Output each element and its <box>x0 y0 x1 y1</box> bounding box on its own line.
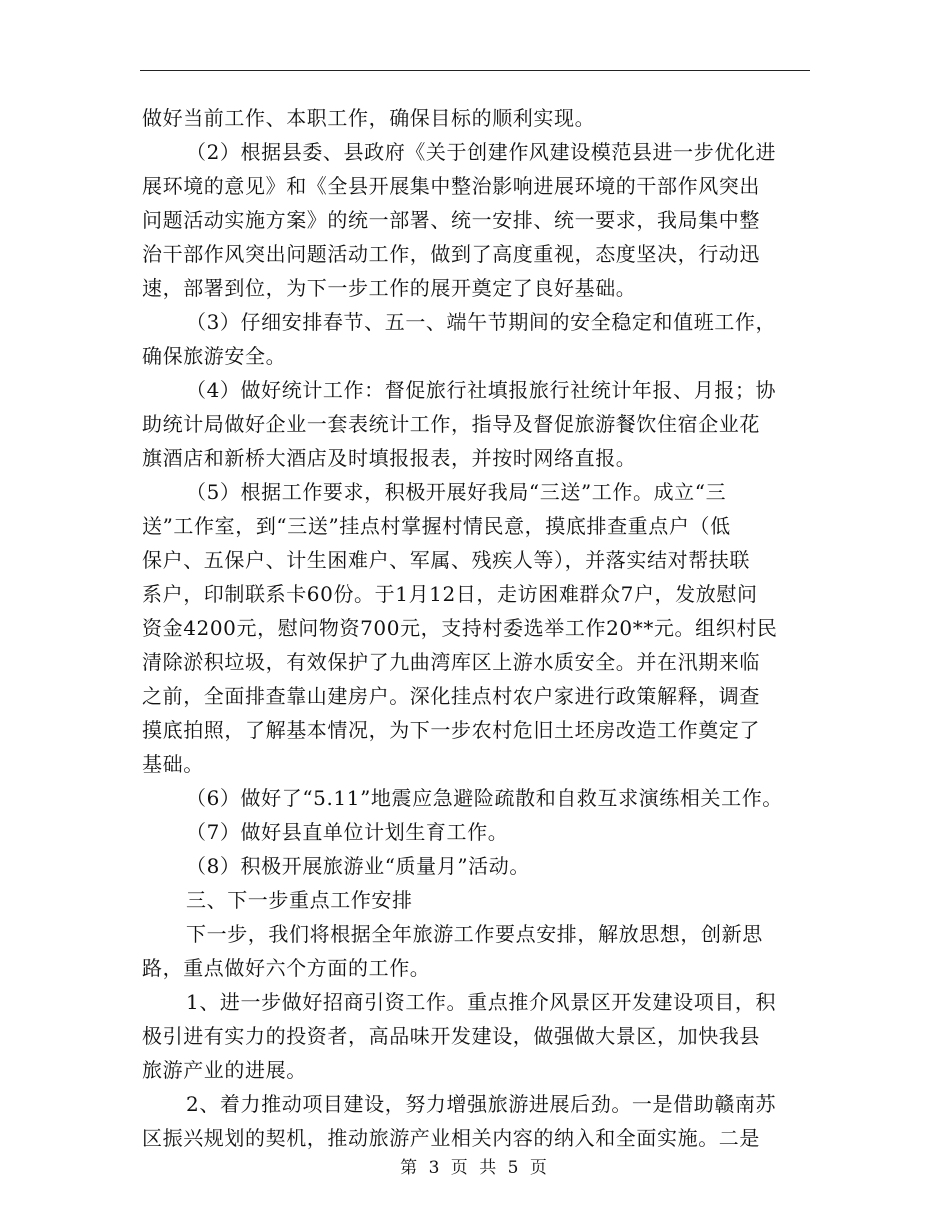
document-text-line: 极引进有实力的投资者，高品味开发建设，做强做大景区，加快我县 <box>142 1024 760 1048</box>
document-text-line: 保户、五保户、计生困难户、军属、残疾人等），并落实结对帮扶联 <box>142 548 750 572</box>
document-text-line: 下一步，我们将根据全年旅游工作要点安排，解放思想，创新思 <box>186 922 763 946</box>
document-text-line: 送”工作室，到“三送”挂点村掌握村情民意，摸底排查重点户（低 <box>142 514 731 538</box>
document-text-line: （3）仔细安排春节、五一、端午节期间的安全稳定和值班工作， <box>186 310 777 334</box>
header-rule <box>140 70 810 71</box>
document-text-line: 治干部作风突出问题活动工作，做到了高度重视，态度坚决，行动迅 <box>142 242 760 266</box>
document-text-line: 旅游产业的进展。 <box>142 1058 307 1082</box>
document-text-line: （4）做好统计工作：督促旅行社填报旅行社统计年报、月报；协 <box>186 378 777 402</box>
document-text-line: 旗酒店和新桥大酒店及时填报报表，并按时网络直报。 <box>142 446 637 470</box>
document-text-line: 摸底拍照，了解基本情况，为下一步农村危旧土坯房改造工作奠定了 <box>142 718 760 742</box>
document-text-line: 1、进一步做好招商引资工作。重点推介风景区开发建设项目，积 <box>186 990 777 1014</box>
document-text-line: 基础。 <box>142 752 204 776</box>
document-text-line: （5）根据工作要求，积极开展好我局“三送”工作。成立“三 <box>186 480 727 504</box>
document-text-line: （2）根据县委、县政府《关于创建作风建设模范县进一步优化进 <box>186 140 777 164</box>
document-text-line: （8）积极开展旅游业“质量月”活动。 <box>186 854 530 878</box>
document-text-line: 问题活动实施方案》的统一部署、统一安排、统一要求，我局集中整 <box>142 208 760 232</box>
document-text-line: 三、下一步重点工作安排 <box>186 888 413 912</box>
document-text-line: 路，重点做好六个方面的工作。 <box>142 956 431 980</box>
document-text-line: （7）做好县直单位计划生育工作。 <box>186 820 509 844</box>
document-text-line: 系户，印制联系卡60份。于1月12日，走访困难群众7户，发放慰问 <box>142 582 758 606</box>
document-text-line: 资金4200元，慰问物资700元，支持村委选举工作20**元。组织村民 <box>142 616 778 640</box>
document-text-line: 助统计局做好企业一套表统计工作，指导及督促旅游餐饮住宿企业花 <box>142 412 760 436</box>
document-text-line: 区振兴规划的契机，推动旅游产业相关内容的纳入和全面实施。二是 <box>142 1126 760 1150</box>
document-text-line: 清除淤积垃圾，有效保护了九曲湾库区上游水质安全。并在汛期来临 <box>142 650 760 674</box>
document-text-line: 做好当前工作、本职工作，确保目标的顺利实现。 <box>142 106 596 130</box>
document-text-line: 2、着力推动项目建设，努力增强旅游进展后劲。一是借助赣南苏 <box>186 1092 777 1116</box>
page-number-footer: 第 3 页 共 5 页 <box>400 1158 550 1178</box>
document-text-line: 确保旅游安全。 <box>142 344 287 368</box>
document-text-line: 展环境的意见》和《全县开展集中整治影响进展环境的干部作风突出 <box>142 174 760 198</box>
document-text-line: 之前，全面排查靠山建房户。深化挂点村农户家进行政策解释，调查 <box>142 684 760 708</box>
document-text-line: 速，部署到位，为下一步工作的展开奠定了良好基础。 <box>142 276 637 300</box>
document-text-line: （6）做好了“5.11”地震应急避险疏散和自救互求演练相关工作。 <box>186 786 783 810</box>
